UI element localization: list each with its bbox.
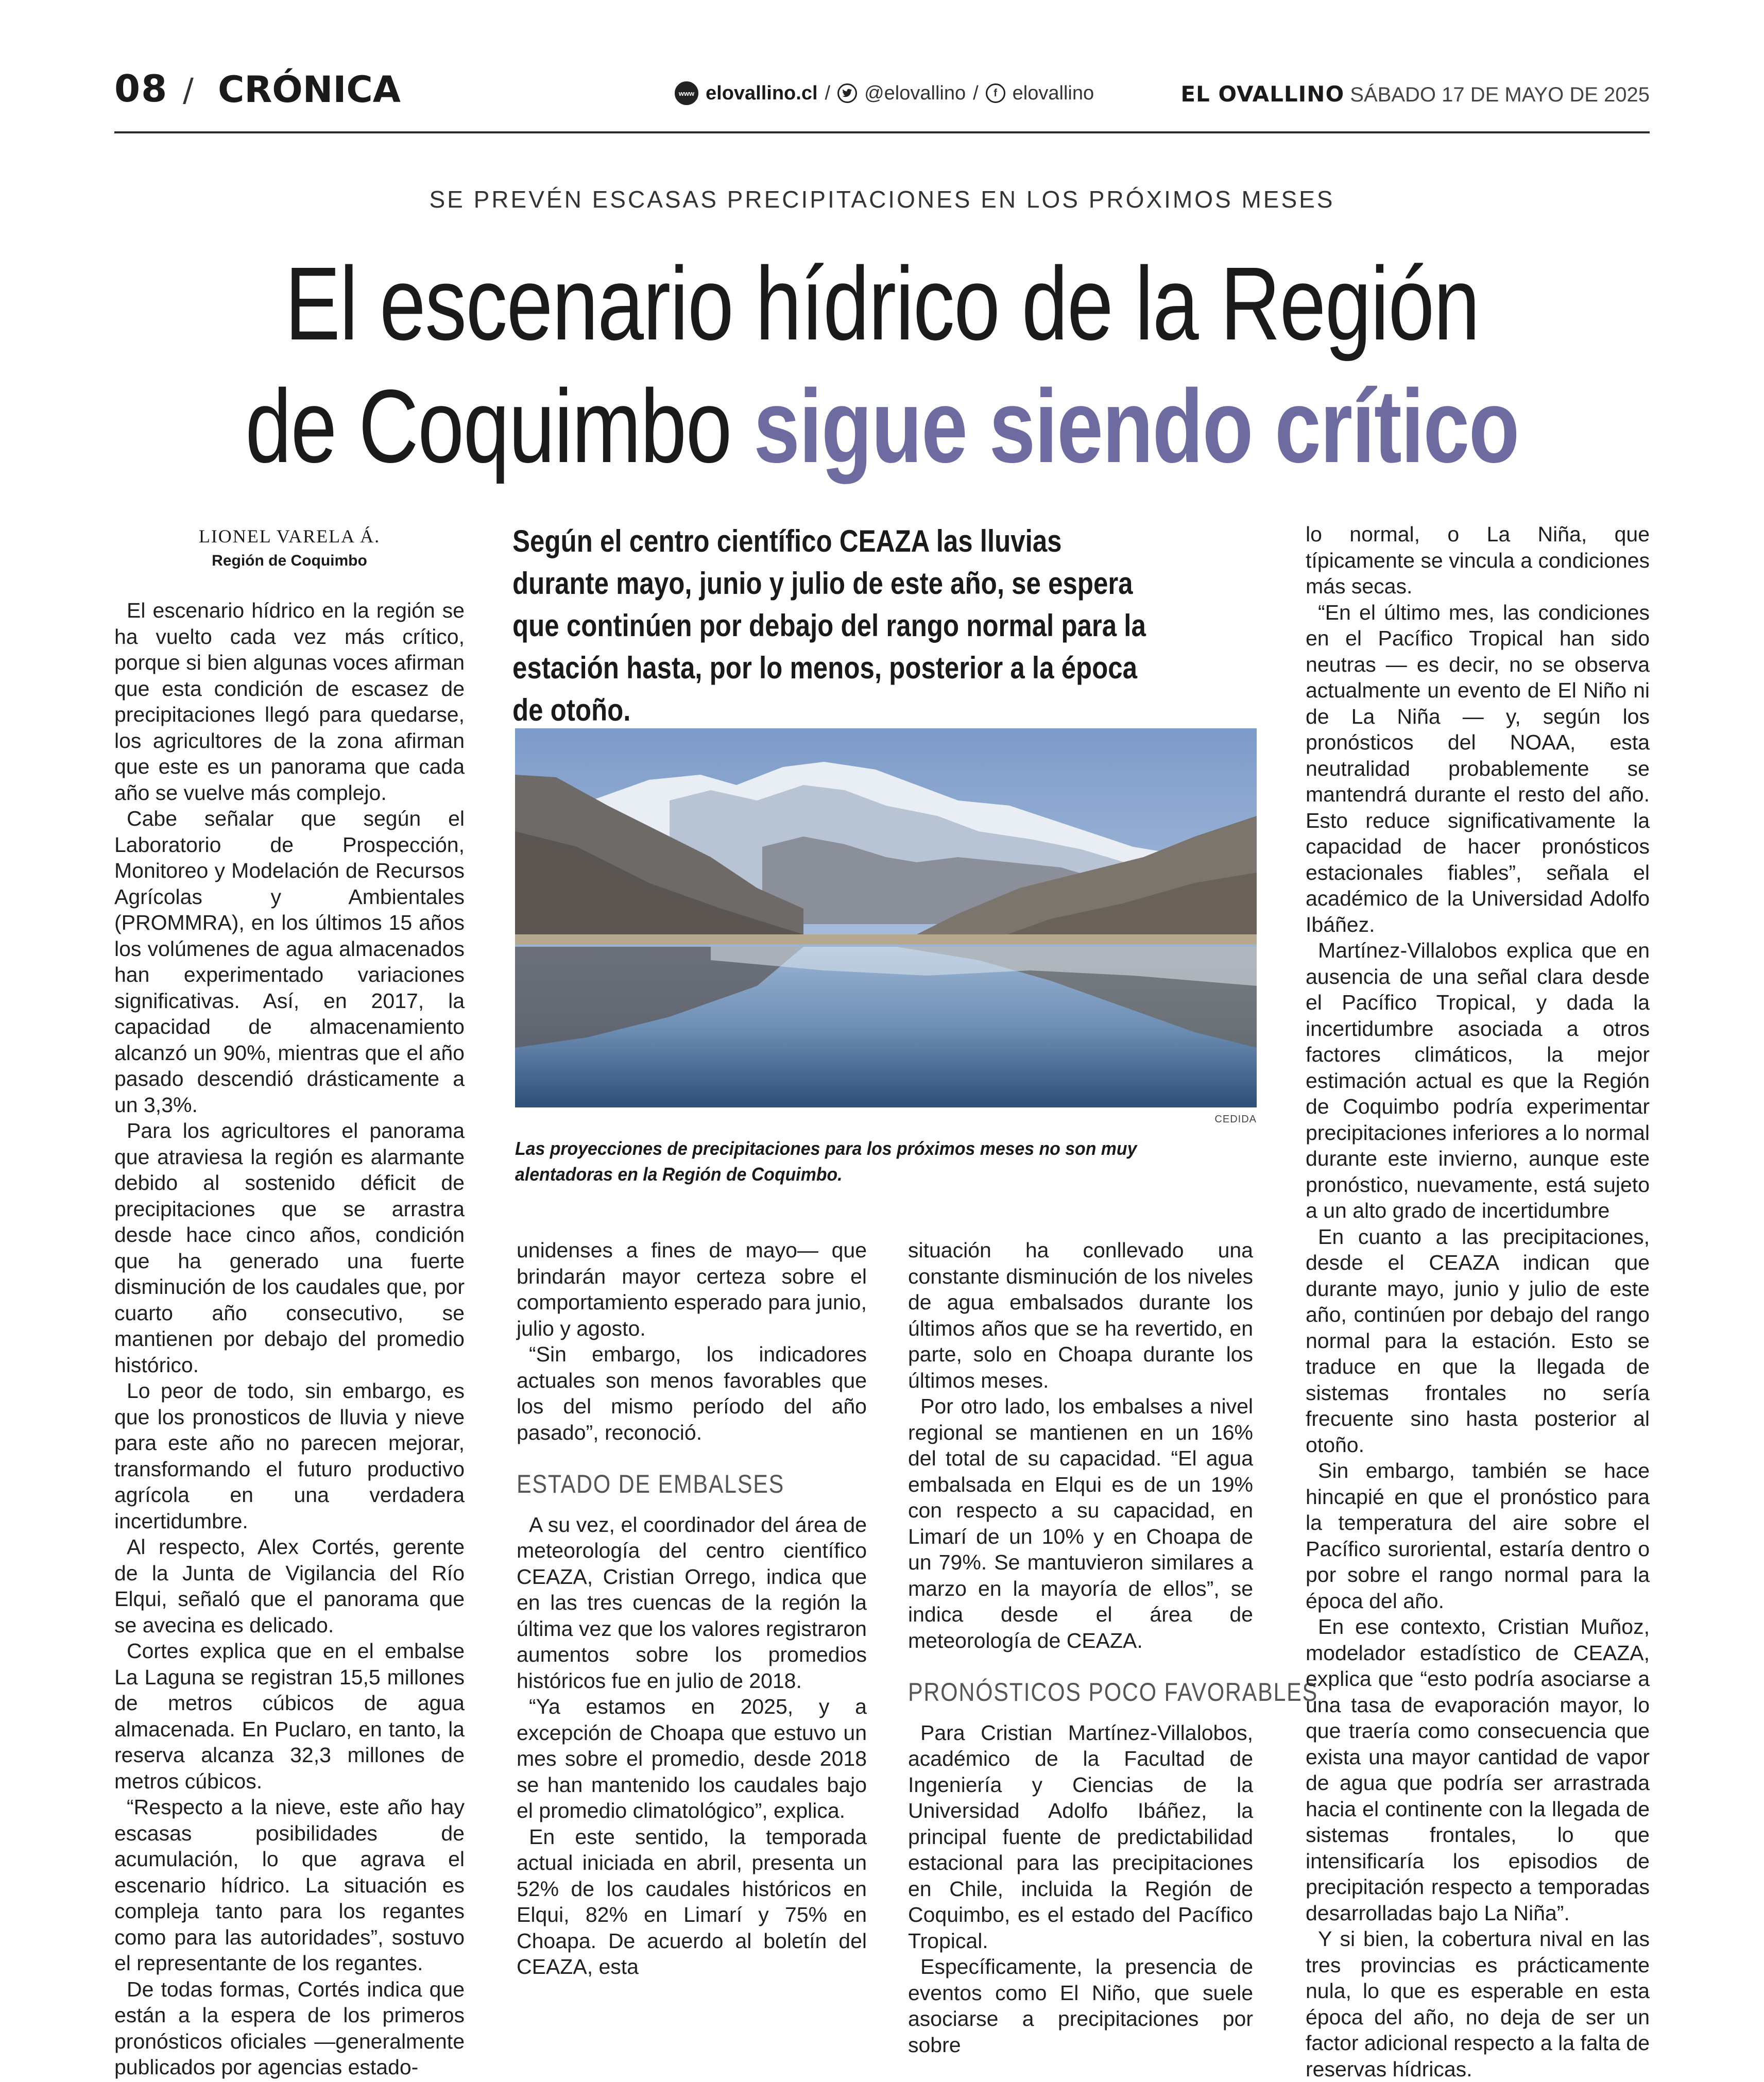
paragraph: De todas formas, Cortés indica que están a la espera de los primeros pronósticos oficiales —generalmente publicados por agencias estado- (114, 1977, 465, 2079)
newspaper-name: EL OVALLINO (1180, 81, 1345, 107)
paragraph: A su vez, el coordinador del área de meteorología del centro científico CEAZA, Cristian Orrego, indica que en las tres cuencas de la región la última vez que los valores registraron aumentos sobre los promedios históricos fue en julio de 2018. (517, 1512, 867, 1693)
paragraph: unidenses a fines de mayo— que brindarán mayor certeza sobre el comportamiento esperado para junio, julio y agosto. (517, 1238, 867, 1340)
headline-plain: de Coquimbo (245, 368, 754, 484)
site-link[interactable]: elovallino.cl (706, 82, 818, 104)
header-separator: / (183, 71, 194, 109)
photo-caption: Las proyecciones de precipitaciones para los próximos meses no son muy alentadoras en la Región de Coquimbo. (515, 1138, 1137, 1185)
headline-line-2 (177, 365, 1588, 487)
column-3 (908, 1237, 1318, 2058)
paragraph: En este sentido, la temporada actual iniciada en abril, presenta un 52% de los caudales históricos en Elqui, 82% en Limarí y 75% en Choapa. De acuerdo al boletín del CEAZA, esta (517, 1824, 867, 1978)
masthead (1180, 81, 1650, 107)
headline (177, 242, 1588, 487)
paragraph: “En el último mes, las condiciones en el Pacífico Tropical han sido neutras — es decir, no se observa actualmente un evento de El Niño ni de La Niña — y, según los pronósticos del NOAA, esta neutralidad probablemente se mantendrá durante el resto del año. Esto reduce significativamente la capacidad de hacer pronósticos estacionales fiables”, señala el académico de la Universidad Adolfo Ibáñez. (1306, 600, 1650, 936)
paragraph: Lo peor de todo, sin embargo, es que los pronosticos de lluvia y nieve para este año no parecen mejorar, transformando el futuro productivo agrícola en una verdadera incertidumbre. (114, 1379, 465, 1533)
paragraph: Sin embargo, también se hace hincapié en que el pronóstico para la temperatura del aire sobre el Pacífico suroriental, estaría dentro o por sobre el rango normal para la época del año. (1306, 1459, 1650, 1613)
column-1 (114, 598, 465, 2080)
paragraph: Martínez-Villalobos explica que en ausencia de una señal clara desde el Pacífico Tropical, y dada la incertidumbre asociada a otros factores climáticos, la mejor estimación actual es que la Región de Coquimbo podría experimentar precipitaciones inferiores a lo normal durante este invierno, aunque este pronóstico, nuevamente, está sujeto a un alto grado de incertidumbre (1306, 938, 1650, 1222)
paragraph: Para los agricultores el panorama que atraviesa la región es alarmante debido al sostenido déficit de precipitaciones que se arrastra desde hace cinco años, condición que ha generado una fuerte disminución de los caudales que, por cuarto año consecutivo, se mantienen por debajo del promedio histórico. (114, 1119, 465, 1377)
paragraph: “Sin embargo, los indicadores actuales son menos favorables que los del mismo período del año pasado”, reconoció. (517, 1342, 867, 1444)
photo-credit: CEDIDA (1214, 1114, 1257, 1125)
subhead-pronosticos: PRONÓSTICOS POCO FAVORABLES (908, 1678, 1318, 1706)
paragraph: Por otro lado, los embalses a nivel regional se mantienen en un 16% del total de su capacidad. “El agua embalsada en Elqui es de un 19% con respecto a su capacidad, en Limarí de un 10% y en Choapa de un 79%. Se mantuvieron similares a marzo en la mayoría de ellos”, se indica desde el área de meteorología de CEAZA. (908, 1394, 1253, 1652)
twitter-handle[interactable]: @elovallino (864, 82, 966, 104)
paragraph: Para Cristian Martínez-Villalobos, académico de la Facultad de Ingeniería y Ciencias de la Universidad Adolfo Ibáñez, la principal fuente de predictabilidad estacional para las precipitaciones en Chile, incluida la Región de Coquimbo, es el estado del Pacífico Tropical. (908, 1720, 1253, 1953)
paragraph: Al respecto, Alex Cortés, gerente de la Junta de Vigilancia del Río Elqui, señaló que el panorama que se avecina es delicado. (114, 1535, 465, 1637)
page-number: 08 (114, 67, 168, 110)
header-rule (114, 131, 1650, 133)
paragraph: Cabe señalar que según el Laboratorio de Prospección, Monitoreo y Modelación de Recursos Agrícolas y Ambientales (PROMMRA), en los últimos 15 años los volúmenes de agua almacenados han experimentado variaciones significativas. Así, en 2017, la capacidad de almacenamiento alcanzó un 90%, mientras que el año pasado descendió drásticamente a un 3,3%. (114, 807, 465, 1117)
paragraph: “Ya estamos en 2025, y a excepción de Choapa que estuvo un mes sobre el promedio, desde 2018 se han mantenido los caudales bajo el promedio climatológico”, explica. (517, 1695, 867, 1822)
author-name: LIONEL VARELA Á. (198, 526, 381, 547)
issue-date: SÁBADO 17 DE MAYO DE 2025 (1350, 83, 1650, 106)
facebook-handle[interactable]: elovallino (1012, 82, 1094, 104)
paragraph: Específicamente, la presencia de eventos como El Niño, que suele asociarse a precipitaciones por sobre (908, 1955, 1253, 2057)
paragraph: “Respecto a la nieve, este año hay escasas posibilidades de acumulación, lo que agrava el escenario hídrico. La situación es compleja tanto para los regantes como para las autoridades”, sostuvo el representante de los regantes. (114, 1795, 465, 1975)
paragraph: situación ha conllevado una constante disminución de los niveles de agua embalsados durante los últimos años que se ha revertido, en parte, solo en Choapa durante los últimos meses. (908, 1238, 1253, 1392)
paragraph: En cuanto a las precipitaciones, desde el CEAZA indican que durante mayo, junio y julio de este año, continúen por debajo del rango normal para la estación. Esto se traduce en que la llegada de sistemas frontales no sería frecuente sino hasta posterior al otoño. (1306, 1224, 1650, 1457)
paragraph: Y si bien, la cobertura nival en las tres provincias es prácticamente nula, lo que es esperable en esta época del año, no deja de ser un factor adicional respecto a la falta de reservas hídricas. (1306, 1927, 1650, 2081)
paragraph: Cortes explica que en el embalse La Laguna se registran 15,5 millones de metros cúbicos de agua almacenada. En Puclaro, en tanto, la reserva alcanza 32,3 millones de metros cúbicos. (114, 1639, 465, 1793)
social-links (675, 81, 1094, 105)
headline-line-1: El escenario hídrico de la Región (285, 245, 1479, 362)
article-photo (515, 728, 1257, 1107)
kicker: SE PREVÉN ESCASAS PRECIPITACIONES EN LOS PRÓXIMOS MESES (429, 186, 1335, 213)
subhead-embalses: ESTADO DE EMBALSES (517, 1470, 785, 1498)
paragraph: En ese contexto, Cristian Muñoz, modelador estadístico de CEAZA, explica que “esto podría asociarse a una tasa de evaporación mayor, lo que traería como consecuencia que exista una mayor cantidad de vapor de agua que podría ser arrastrada hacia el continente con la llegada de sistemas frontales, lo que intensificaría los episodios de precipitación respecto a temporadas desarrolladas bajo La Niña”. (1306, 1615, 1650, 1925)
author-location: Región de Coquimbo (212, 552, 367, 569)
twitter-icon (837, 83, 857, 103)
headline-highlight: sigue siendo crítico (753, 368, 1519, 484)
globe-icon: www (675, 81, 698, 105)
divider-slash: / (825, 82, 831, 104)
facebook-icon: f (986, 83, 1005, 103)
paragraph: El escenario hídrico en la región se ha vuelto cada vez más crítico, porque si bien algunas voces afirman que esta condición de escasez de precipitaciones llegó para quedarse, los agricultores de la zona afirman que este es un panorama que cada año se vuelve más complejo. (114, 599, 465, 805)
lead-paragraph: Según el centro científico CEAZA las lluvias durante mayo, junio y julio de este año, se espera que continúen por debajo del rango normal para la estación hasta, por lo menos, posterior a la época de otoño. (512, 524, 1146, 727)
paragraph: lo normal, o La Niña, que típicamente se vincula a condiciones más secas. (1306, 522, 1650, 598)
section-title: CRÓNICA (218, 69, 401, 111)
column-2 (517, 1237, 867, 1980)
divider-slash: / (973, 82, 979, 104)
column-4 (1306, 521, 1650, 2082)
